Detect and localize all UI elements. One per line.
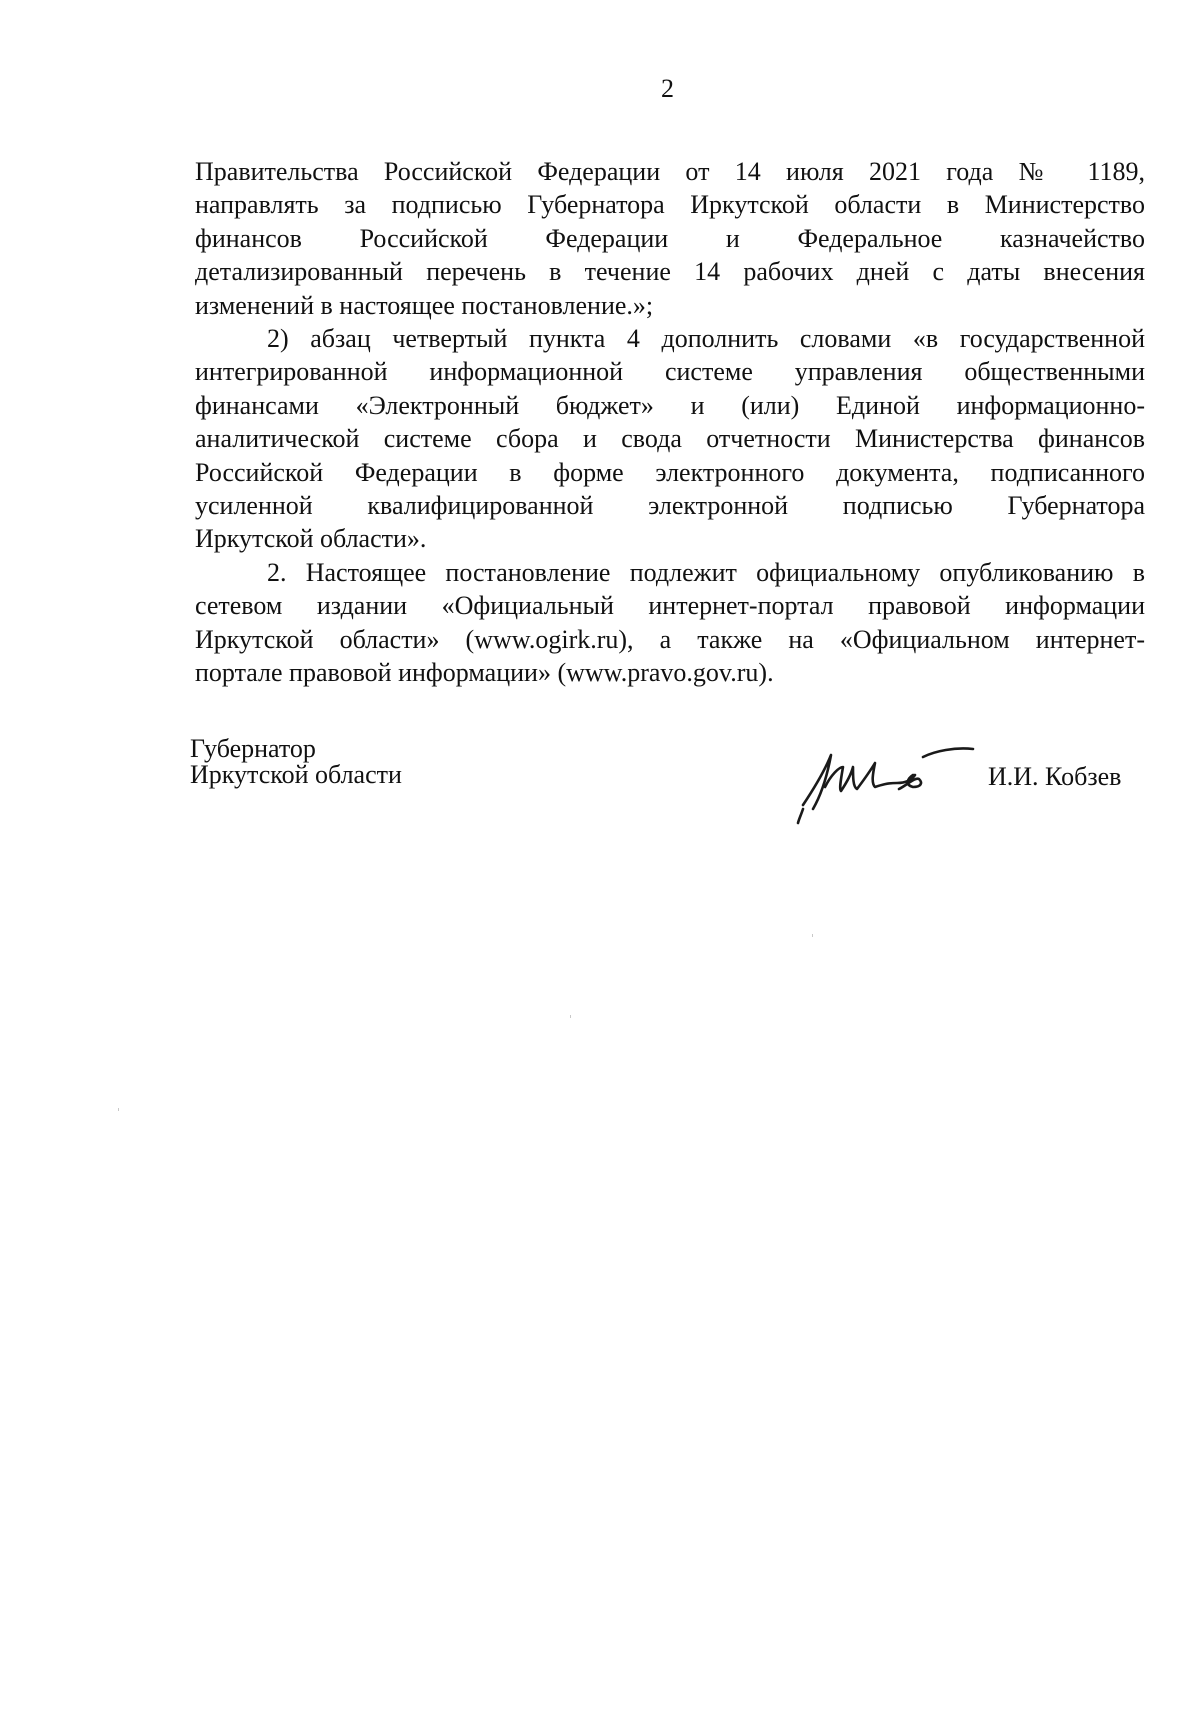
text-line: изменений в настоящее постановление.»; — [195, 290, 654, 320]
text-line: интегрированной информационной системе управления общественными — [195, 357, 1145, 387]
page-number: 2 — [661, 74, 674, 103]
text-line: аналитической системе сбора и свода отчетности Министерства финансов — [195, 424, 1145, 454]
scan-speck — [118, 1108, 119, 1111]
text-line: направлять за подписью Губернатора Иркутской области в Министерство — [195, 190, 1145, 220]
signatory-position — [190, 736, 402, 788]
text-line: финансов Российской Федерации и Федеральное казначейство — [195, 223, 1145, 253]
text-line: портале правовой информации» (www.pravo.gov.ru). — [195, 658, 774, 688]
text-line: усиленной квалифицированной электронной подписью Губернатора — [195, 491, 1145, 521]
document-body — [195, 155, 1145, 690]
text-line-indented — [195, 556, 1145, 589]
text-line: детализированный перечень в течение 14 рабочих дней с даты внесения — [195, 257, 1145, 287]
paragraph-3 — [195, 556, 1145, 690]
position-region: Иркутской области — [190, 760, 402, 789]
text-line: Иркутской области» (www.ogirk.ru), а также на «Официальном интернет- — [195, 624, 1145, 654]
paragraph-2 — [195, 322, 1145, 556]
text-line-indented — [195, 322, 1145, 355]
position-title: Губернатор — [190, 734, 316, 763]
text-line: Иркутской области». — [195, 524, 427, 554]
signer-name: И.И. Кобзев — [988, 762, 1122, 791]
text-line: сетевом издании «Официальный интернет-портал правовой информации — [195, 591, 1145, 621]
text-line: 2) абзац четвертый пункта 4 дополнить словами «в государственной — [267, 324, 1145, 354]
text-line: Правительства Российской Федерации от 14 июля 2021 года № 1189, — [195, 157, 1145, 186]
handwritten-signature — [795, 745, 980, 835]
text-line: финансами «Электронный бюджет» и (или) Единой информационно- — [195, 390, 1145, 420]
text-line: 2. Настоящее постановление подлежит официальному опубликованию в — [267, 557, 1145, 587]
text-line: Российской Федерации в форме электронного документа, подписанного — [195, 457, 1145, 487]
scan-speck — [570, 1015, 571, 1018]
scan-speck — [812, 934, 813, 937]
paragraph-1 — [195, 155, 1145, 322]
